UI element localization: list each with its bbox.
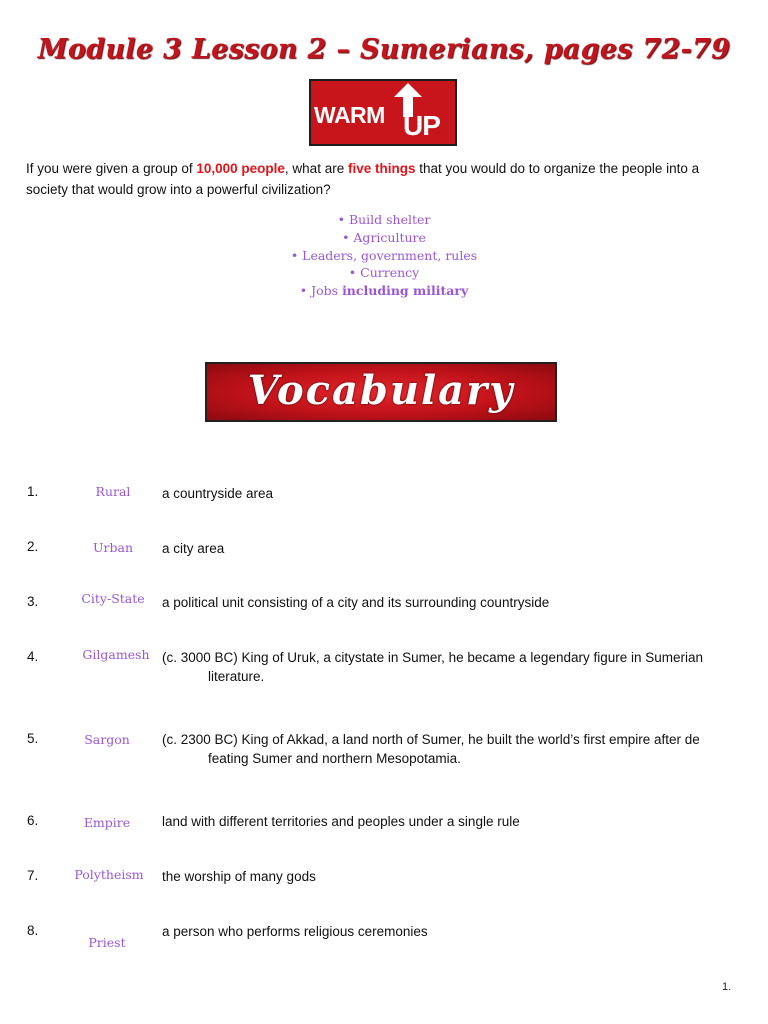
- vocab-definition-continuation: feating Sumer and northern Mesopotamia.: [208, 751, 461, 766]
- warm-up-word: WARM: [314, 102, 385, 128]
- vocab-definition: a countryside area: [162, 486, 274, 501]
- vocab-term: Rural: [95, 484, 131, 499]
- answer-item: [0, 282, 768, 300]
- vocab-item-polytheism: [0, 867, 768, 907]
- up-word: UP: [403, 110, 440, 141]
- vocab-definition-line: (c. 2300 BC) King of Akkad, a land north of Sumer, he built the world’s first empire after de: [162, 732, 700, 747]
- vocab-number: 1.: [27, 484, 39, 499]
- answer-list: [0, 211, 768, 300]
- vocab-definition: land with different territories and peoples under a single rule: [162, 814, 520, 829]
- question-text-2: , what are: [284, 161, 348, 176]
- vocab-definition-line: (c. 3000 BC) King of Uruk, a citystate in Sumer, he became a legendary figure in Sumerian: [162, 650, 704, 665]
- answer-item-prefix: • Jobs: [299, 283, 343, 299]
- vocab-definition: [162, 730, 732, 768]
- warm-up-banner: [309, 79, 457, 146]
- vocab-term: Empire: [83, 815, 131, 830]
- answer-item: • Agriculture: [342, 229, 426, 245]
- vocab-term: Priest: [88, 935, 126, 950]
- vocab-number: 3.: [27, 594, 39, 609]
- vocab-number: 4.: [27, 649, 39, 664]
- vocab-item-gilgamesh: [0, 648, 768, 688]
- vocab-definition: a political unit consisting of a city and its surrounding countryside: [162, 595, 550, 610]
- answer-item: • Leaders, government, rules: [290, 247, 478, 263]
- vocab-item-priest: [0, 922, 768, 962]
- vocab-term: Polytheism: [74, 867, 144, 882]
- warm-up-question: [26, 158, 736, 200]
- vocab-item-urban: [0, 539, 768, 579]
- question-highlight-people: 10,000 people: [196, 161, 285, 176]
- vocab-definition: the worship of many gods: [162, 869, 316, 884]
- page-number: 1.: [722, 981, 732, 993]
- answer-item: • Currency: [348, 265, 420, 281]
- question-text-1: If you were given a group of: [26, 161, 197, 176]
- vocab-item-empire: [0, 812, 768, 852]
- answer-item: • Build shelter: [337, 212, 431, 227]
- vocabulary-banner: [205, 362, 557, 422]
- answer-item-emphasis: including military: [342, 283, 469, 299]
- vocab-definition: a person who performs religious ceremonies: [162, 924, 428, 939]
- vocab-definition-continuation: literature.: [208, 669, 265, 684]
- question-text-3: that you would do to organize the people into a society that would grow into a powerful civilization?: [26, 161, 700, 197]
- vocab-item-rural: [0, 484, 768, 524]
- vocab-definition: a city area: [162, 541, 225, 556]
- vocab-number: 8.: [27, 923, 39, 938]
- vocab-number: 6.: [27, 813, 39, 828]
- vocab-number: 5.: [27, 731, 39, 746]
- vocab-number: 2.: [27, 539, 39, 554]
- vocab-definition: [162, 648, 732, 686]
- vocabulary-banner-label: Vocabulary: [247, 367, 515, 414]
- page-title: Module 3 Lesson 2 – Sumerians, pages 72-79: [37, 34, 731, 65]
- vocab-term: Sargon: [84, 732, 130, 747]
- vocab-number: 7.: [27, 868, 39, 883]
- vocab-item-city-state: [0, 593, 768, 633]
- vocab-term: Urban: [92, 540, 133, 555]
- vocab-term: City-State: [81, 591, 145, 606]
- question-highlight-things: five things: [347, 161, 416, 176]
- vocab-item-sargon: [0, 730, 768, 770]
- vocab-term: Gilgamesh: [82, 647, 150, 662]
